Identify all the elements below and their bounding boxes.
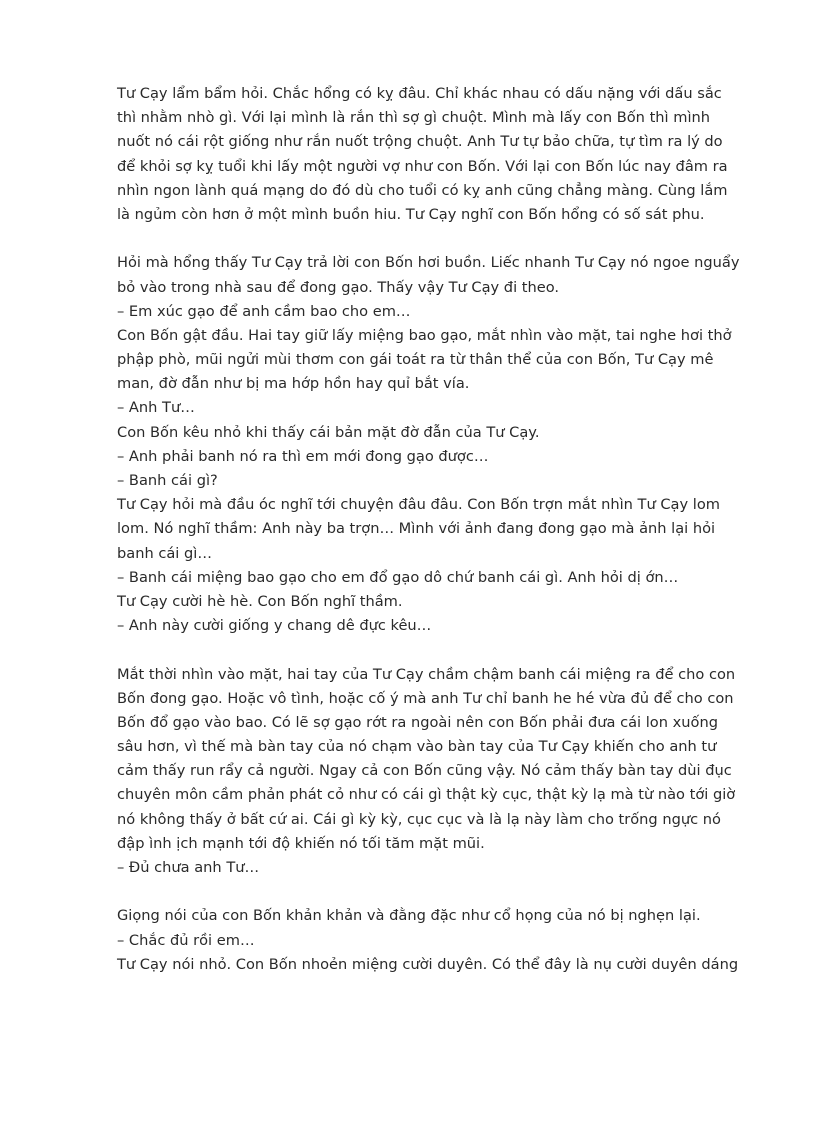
- text-line: Hỏi mà hổng thấy Tư Cạy trả lời con Bốn hơi buồn. Liếc nhanh Tư Cạy nó ngoe nguẩy: [117, 254, 740, 272]
- text-line: Con Bốn kêu nhỏ khi thấy cái bản mặt đờ đẫn của Tư Cạy.: [117, 423, 540, 441]
- text-line: – Chắc đủ rồi em…: [117, 931, 255, 949]
- text-line: đập ình ịch mạnh tới độ khiến nó tối tăm mặt mũi.: [117, 834, 485, 852]
- text-line: Tư Cạy cười hè hè. Con Bốn nghĩ thầm.: [117, 592, 403, 610]
- document-body: [117, 82, 747, 1001]
- text-line: phập phò, mũi ngửi mùi thơm con gái toát ra từ thân thể của con Bốn, Tư Cạy mê: [117, 351, 714, 369]
- text-line: man, đờ đẫn như bị ma hớp hồn hay quỉ bắt vía.: [117, 375, 470, 393]
- text-line: nó không thấy ở bất cứ ai. Cái gì kỳ kỳ, cục cục và là lạ này làm cho trống ngực nó: [117, 810, 721, 828]
- text-line: Con Bốn gật đầu. Hai tay giữ lấy miệng bao gạo, mắt nhìn vào mặt, tai nghe hơi thở: [117, 326, 732, 344]
- text-line: thì nhằm nhò gì. Với lại mình là rắn thì sợ gì chuột. Mình mà lấy con Bốn thì mình: [117, 109, 710, 127]
- text-line: sâu hơn, vì thế mà bàn tay của nó chạm vào bàn tay của Tư Cạy khiến cho anh tư: [117, 738, 717, 756]
- text-line: Tư Cạy nói nhỏ. Con Bốn nhoẻn miệng cười duyên. Có thể đây là nụ cười duyên dáng: [117, 955, 739, 973]
- text-line: – Đủ chưa anh Tư…: [117, 859, 260, 876]
- text-line: nhìn ngon lành quá mạng do đó dù cho tuổi có kỵ anh cũng chẳng màng. Cùng lắm: [117, 181, 728, 199]
- text-line: Bốn đổ gạo vào bao. Có lẽ sợ gạo rớt ra ngoài nên con Bốn phải đưa cái lon xuống: [117, 713, 718, 731]
- text-line: Mắt thời nhìn vào mặt, hai tay của Tư Cạy chầm chậm banh cái miệng ra để cho con: [117, 665, 736, 683]
- text-line: – Banh cái miệng bao gạo cho em đổ gạo dô chứ banh cái gì. Anh hỏi dị ớn…: [117, 568, 679, 586]
- text-line: chuyên môn cầm phản phát cỏ như có cái gì thật kỳ cục, thật kỳ lạ mà từ nào tới giờ: [117, 786, 736, 804]
- text-line: bỏ vào trong nhà sau để đong gạo. Thấy vậy Tư Cạy đi theo.: [117, 278, 560, 296]
- text-line: cảm thấy run rẩy cả người. Ngay cả con Bốn cũng vậy. Nó cảm thấy bàn tay dùi đục: [117, 762, 732, 780]
- text-line: – Banh cái gì?: [117, 472, 218, 489]
- text-line: Tư Cạy lẩm bẩm hỏi. Chắc hổng có kỵ đâu. Chỉ khác nhau có dấu nặng với dấu sắc: [117, 85, 722, 102]
- text-line: – Anh này cười giống y chang dê đực kêu…: [117, 617, 432, 635]
- text-line: – Anh phải banh nó ra thì em mới đong gạo được…: [117, 447, 489, 465]
- paragraph: [117, 82, 747, 227]
- text-line: để khỏi sợ kỵ tuổi khi lấy một người vợ như con Bốn. Với lại con Bốn lúc nay đâm ra: [117, 157, 728, 175]
- text-line: Giọng nói của con Bốn khản khản và đằng đặc như cổ họng của nó bị nghẹn lại.: [117, 907, 701, 925]
- paragraph: [117, 904, 747, 977]
- text-line: Bốn đong gạo. Hoặc vô tình, hoặc cố ý mà anh Tư chỉ banh he hé vừa đủ để cho con: [117, 689, 734, 707]
- text-line: là ngủm còn hơn ở một mình buồn hiu. Tư Cạy nghĩ con Bốn hổng có số sát phu.: [117, 205, 705, 223]
- text-line: Tư Cạy hỏi mà đầu óc nghĩ tới chuyện đâu đâu. Con Bốn trợn mắt nhìn Tư Cạy lom: [117, 496, 720, 514]
- text-line: lom. Nó nghĩ thầm: Anh này ba trợn… Mình với ảnh đang đong gạo mà ảnh lại hỏi: [117, 520, 716, 538]
- paragraph: [117, 663, 747, 881]
- paragraph: [117, 251, 747, 638]
- text-line: nuốt nó cái rột giống như rắn nuốt trộng chuột. Anh Tư tự bảo chữa, tự tìm ra lý do: [117, 133, 723, 151]
- text-line: banh cái gì…: [117, 544, 212, 562]
- text-line: – Em xúc gạo để anh cầm bao cho em…: [117, 302, 411, 320]
- text-line: – Anh Tư…: [117, 399, 195, 417]
